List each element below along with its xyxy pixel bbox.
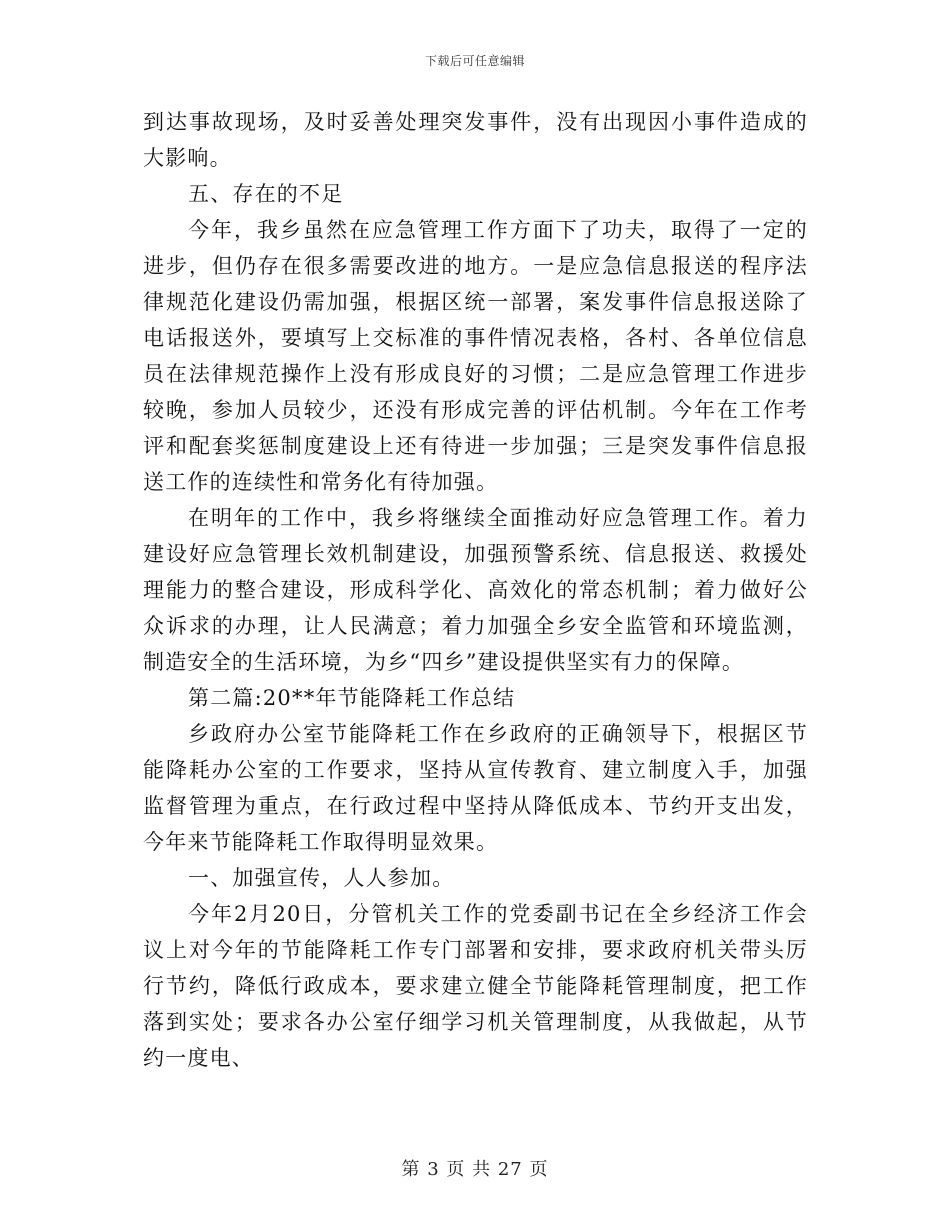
document-body [143, 104, 808, 1076]
paragraph: 到达事故现场，及时妥善处理突发事件，没有出现因小事件造成的大影响。 [143, 110, 808, 170]
paragraph: 在明年的工作中，我乡将继续全面推动好应急管理工作。着力建设好应急管理长效机制建设，加强预警系统、信息报送、救援处理能力的整合建设，形成科学化、高效化的常态机制；着力做好公众诉求的办理，让人民满意；着力加强全乡安全监管和环境监测，制造安全的生活环境，为乡“四乡”建设提供坚实有力的保障。 [143, 506, 808, 674]
paragraph: 今年2月20日，分管机关工作的党委副书记在全乡经济工作会议上对今年的节能降耗工作专门部署和安排，要求政府机关带头厉行节约，降低行政成本，要求建立健全节能降耗管理制度，把工作落到实处；要求各办公室仔细学习机关管理制度，从我做起，从节约一度电、 [143, 902, 808, 1070]
page-header-note: 下载后可任意编辑 [424, 54, 525, 68]
article-title: 第二篇:20**年节能降耗工作总结 [188, 686, 516, 710]
paragraph: 今年，我乡虽然在应急管理工作方面下了功夫，取得了一定的进步，但仍存在很多需要改进的地方。一是应急信息报送的程序法律规范化建设仍需加强，根据区统一部署，案发事件信息报送除了电话报送外，要填写上交标准的事件情况表格，各村、各单位信息员在法律规范操作上没有形成良好的习惯；二是应急管理工作进步较晚，参加人员较少，还没有形成完善的评估机制。今年在工作考评和配套奖惩制度建设上还有待进一步加强；三是突发事件信息报送工作的连续性和常务化有待加强。 [143, 218, 808, 494]
page-number-footer: 第 3 页 共 27 页 [401, 1159, 549, 1180]
section-heading: 五、存在的不足 [188, 182, 344, 206]
section-heading: 一、加强宣传，人人参加。 [188, 866, 455, 890]
paragraph: 乡政府办公室节能降耗工作在乡政府的正确领导下，根据区节能降耗办公室的工作要求，坚持从宣传教育、建立制度入手，加强监督管理为重点，在行政过程中坚持从降低成本、节约开支出发，今年来节能降耗工作取得明显效果。 [143, 722, 808, 854]
